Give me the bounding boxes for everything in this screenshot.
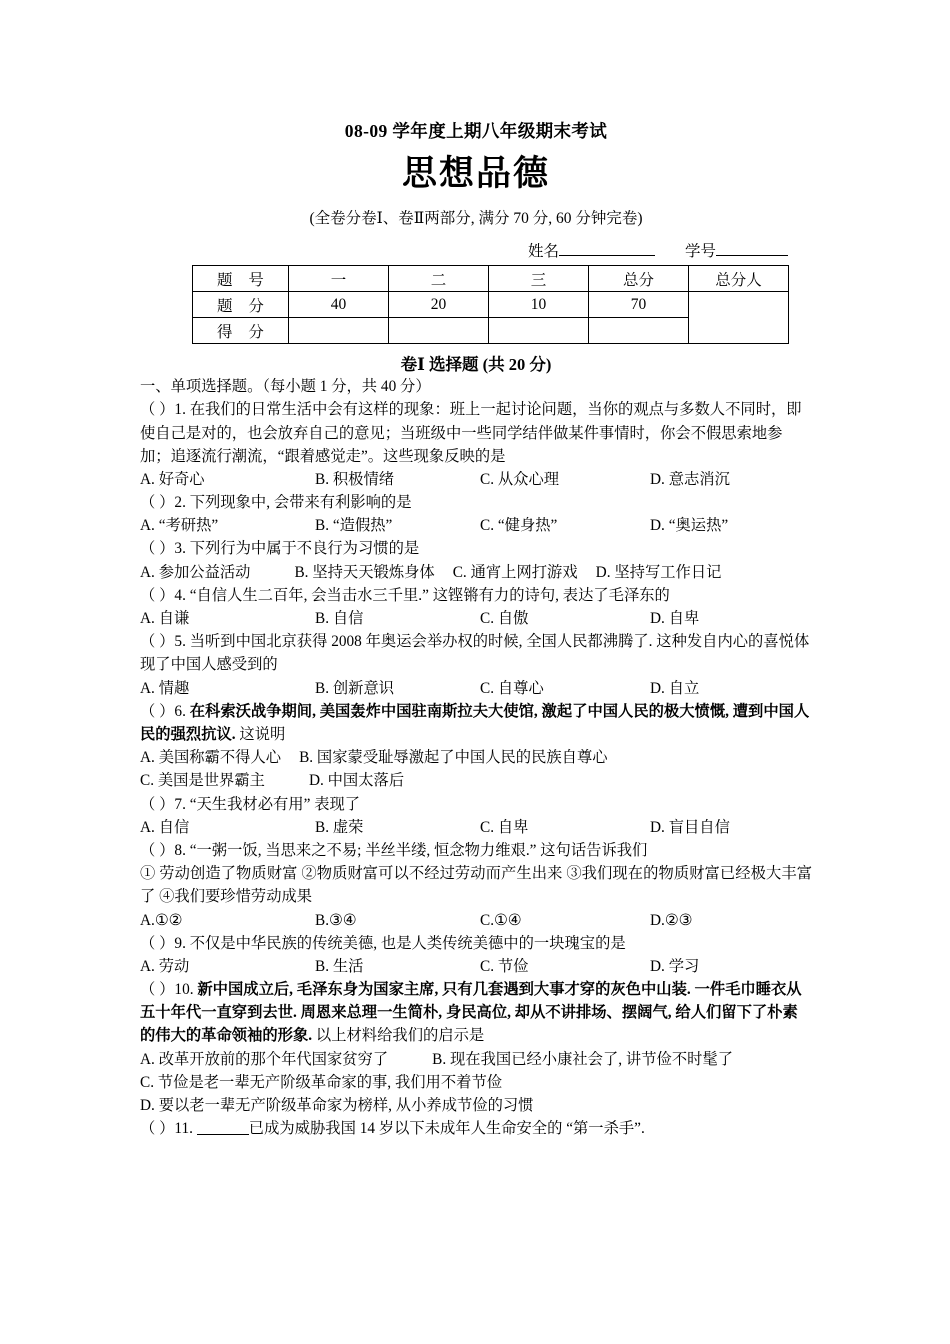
option-d[interactable]: D.②③ (650, 911, 693, 929)
score-table (192, 265, 789, 344)
earned-section-2[interactable] (389, 318, 489, 344)
cell-section-2: 二 (389, 266, 489, 292)
option-c[interactable]: C. 自卑 (480, 818, 529, 836)
score-total: 70 (589, 292, 689, 318)
option-b[interactable]: B. 生活 (315, 957, 364, 975)
option-b[interactable]: B. 创新意识 (315, 679, 395, 697)
option-a[interactable]: A.①② (140, 911, 183, 929)
cell-grader: 总分人 (689, 266, 789, 292)
option-d[interactable]: D. 盲目自信 (650, 818, 730, 836)
row-label-question-no: 题 号 (193, 266, 289, 292)
question-6-number: （ ）6. (140, 702, 190, 720)
option-d[interactable]: D. 自立 (650, 679, 700, 697)
row-label-question-score: 题 分 (193, 292, 289, 318)
question-10-stem-bold: 新中国成立后, 毛泽东身为国家主席, 只有几套遇到大事才穿的灰色中山装. 一件毛巾睡衣从五十年代一直穿到去世. 周恩来总理一生简朴, 身民高位, 却从不讲排场、摆阔气, 给人们留下了朴素的伟大的革命领袖的形象. (140, 980, 802, 1045)
exam-note: (全卷分卷Ⅰ、卷Ⅱ两部分, 满分 70 分, 60 分钟完卷) (309, 210, 643, 228)
name-blank[interactable] (559, 255, 655, 256)
option-d[interactable]: D. 中国太落后 (308, 772, 405, 790)
question-6-stem-tail: 这说明 (235, 725, 286, 743)
question-11-blank[interactable] (197, 1134, 249, 1135)
option-d[interactable]: D. 坚持写工作日记 (595, 563, 722, 581)
question-10-option-d[interactable]: D. 要以老一辈无产阶级革命家为榜样, 从小养成节俭的习惯 (140, 1097, 534, 1115)
exam-title: 08-09 学年度上期八年级期末考试 (344, 121, 608, 141)
cell-total: 总分 (589, 266, 689, 292)
question-6-stem (140, 700, 812, 747)
question-11-number: （ ）11. (140, 1120, 197, 1138)
name-label: 姓名 (527, 243, 559, 261)
student-id-blank[interactable] (716, 255, 788, 256)
subject-title: 思想品德 (401, 154, 550, 193)
option-a[interactable]: A. 情趣 (140, 679, 190, 697)
option-b[interactable]: B. “造假热” (315, 517, 393, 535)
question-9-options (140, 955, 812, 978)
earned-section-1[interactable] (289, 318, 389, 344)
option-c[interactable]: C. 通宵上网打游戏 (452, 563, 578, 581)
score-section-3: 10 (489, 292, 589, 318)
cell-section-3: 三 (489, 266, 589, 292)
question-11-stem-tail: 已成为威胁我国 14 岁以下未成年人生命安全的 “第一杀手”. (248, 1120, 645, 1138)
option-a[interactable]: A. 自谦 (140, 610, 190, 628)
question-5-options (140, 677, 812, 700)
option-a[interactable]: A. “考研热” (140, 517, 219, 535)
option-c[interactable]: C.①④ (480, 911, 522, 929)
option-a[interactable]: A. 好奇心 (140, 471, 205, 489)
score-section-1: 40 (289, 292, 389, 318)
paper-one-heading: 卷Ⅰ 选择题 (共 20 分) (400, 355, 552, 375)
question-3-options (140, 561, 812, 584)
option-a[interactable]: A. 自信 (140, 818, 190, 836)
question-1-stem: （ ）1. 在我们的日常生活中会有这样的现象：班上一起讨论问题，当你的观点与多数人不同时，即使自己是对的，也会放弃自己的意见；当班级中一些同学结伴做某件事情时，你会不假思索地参加；追逐流行潮流，“跟着感觉走”。这些现象反映的是 (140, 401, 802, 465)
student-id-label: 学号 (684, 243, 716, 261)
option-c[interactable]: C. 美国是世界霸主 (140, 772, 265, 790)
question-10-number: （ ）10. (140, 980, 198, 998)
option-d[interactable]: D. 学习 (650, 957, 700, 975)
part-one-intro: 一、单项选择题。（每小题 1 分，共 40 分） (140, 378, 431, 396)
question-11-stem (140, 1117, 812, 1140)
option-b[interactable]: B. 积极情绪 (315, 471, 395, 489)
question-1-options (140, 468, 812, 491)
option-a[interactable]: A. 改革开放前的那个年代国家贫穷了 (140, 1050, 389, 1068)
option-d[interactable]: D. 意志消沉 (650, 471, 730, 489)
question-6-options-row-2 (140, 769, 812, 792)
grader-signature-cell[interactable] (689, 292, 789, 344)
cell-section-1: 一 (289, 266, 389, 292)
option-c[interactable]: C. “健身热” (480, 517, 558, 535)
student-info-line (140, 239, 812, 261)
question-3-stem: （ ）3. 下列行为中属于不良行为习惯的是 (140, 540, 420, 558)
question-4-options (140, 607, 812, 630)
score-section-2: 20 (389, 292, 489, 318)
question-10-options-row-1 (140, 1048, 812, 1071)
question-9-stem: （ ）9. 不仅是中华民族的传统美德, 也是人类传统美德中的一块瑰宝的是 (140, 934, 626, 952)
earned-section-3[interactable] (489, 318, 589, 344)
question-8-stem: （ ）8. “一粥一饭, 当思来之不易; 半丝半缕, 恒念物力维艰.” 这句话告诉我们 (140, 841, 648, 859)
page-content (140, 0, 812, 1141)
option-b[interactable]: B. 国家蒙受耻辱激起了中国人民的民族自尊心 (299, 749, 608, 767)
question-6-options-row-1 (140, 746, 812, 769)
option-c[interactable]: C. 自傲 (480, 610, 529, 628)
option-d[interactable]: D. 自卑 (650, 610, 700, 628)
option-c[interactable]: C. 从众心理 (480, 471, 560, 489)
question-8-sub-items: ① 劳动创造了物质财富 ②物质财富可以不经过劳动而产生出来 ③我们现在的物质财富已经极大丰富了 ④我们要珍惜劳动成果 (140, 865, 812, 906)
option-b[interactable]: B. 现在我国已经小康社会了, 讲节俭不时髦了 (432, 1050, 734, 1068)
option-b[interactable]: B. 坚持天天锻炼身体 (294, 563, 435, 581)
option-d[interactable]: D. “奥运热” (650, 517, 729, 535)
option-a[interactable]: A. 劳动 (140, 957, 190, 975)
option-a[interactable]: A. 参加公益活动 (140, 563, 251, 581)
row-label-earned-score: 得 分 (193, 318, 289, 344)
option-c[interactable]: C. 节俭 (480, 957, 529, 975)
question-2-stem: （ ）2. 下列现象中, 会带来有利影响的是 (140, 494, 412, 512)
option-b[interactable]: B. 虚荣 (315, 818, 364, 836)
table-row (193, 292, 789, 318)
question-2-options (140, 514, 812, 537)
question-7-options (140, 816, 812, 839)
table-row (193, 266, 789, 292)
option-a[interactable]: A. 美国称霸不得人心 (140, 749, 282, 767)
option-b[interactable]: B. 自信 (315, 610, 364, 628)
question-10-stem-tail: 以上材料给我们的启示是 (312, 1027, 485, 1045)
option-c[interactable]: C. 自尊心 (480, 679, 544, 697)
question-8-options (140, 909, 812, 932)
question-10-option-c[interactable]: C. 节俭是老一辈无产阶级革命家的事, 我们用不着节俭 (140, 1073, 503, 1091)
question-6-stem-bold: 在科索沃战争期间, 美国轰炸中国驻南斯拉夫大使馆, 激起了中国人民的极大愤慨, 遭到中国人民的强烈抗议. (140, 702, 810, 743)
question-10-stem (140, 978, 812, 1048)
option-b[interactable]: B.③④ (315, 911, 357, 929)
question-7-stem: （ ）7. “天生我材必有用” 表现了 (140, 795, 361, 813)
earned-total[interactable] (589, 318, 689, 344)
question-5-stem: （ ）5. 当听到中国北京获得 2008 年奥运会举办权的时候, 全国人民都沸腾了. 这种发自内心的喜悦体现了中国人感受到的 (140, 633, 810, 674)
question-4-stem: （ ）4. “自信人生二百年, 会当击水三千里.” 这铿锵有力的诗句, 表达了毛泽东的 (140, 586, 670, 604)
